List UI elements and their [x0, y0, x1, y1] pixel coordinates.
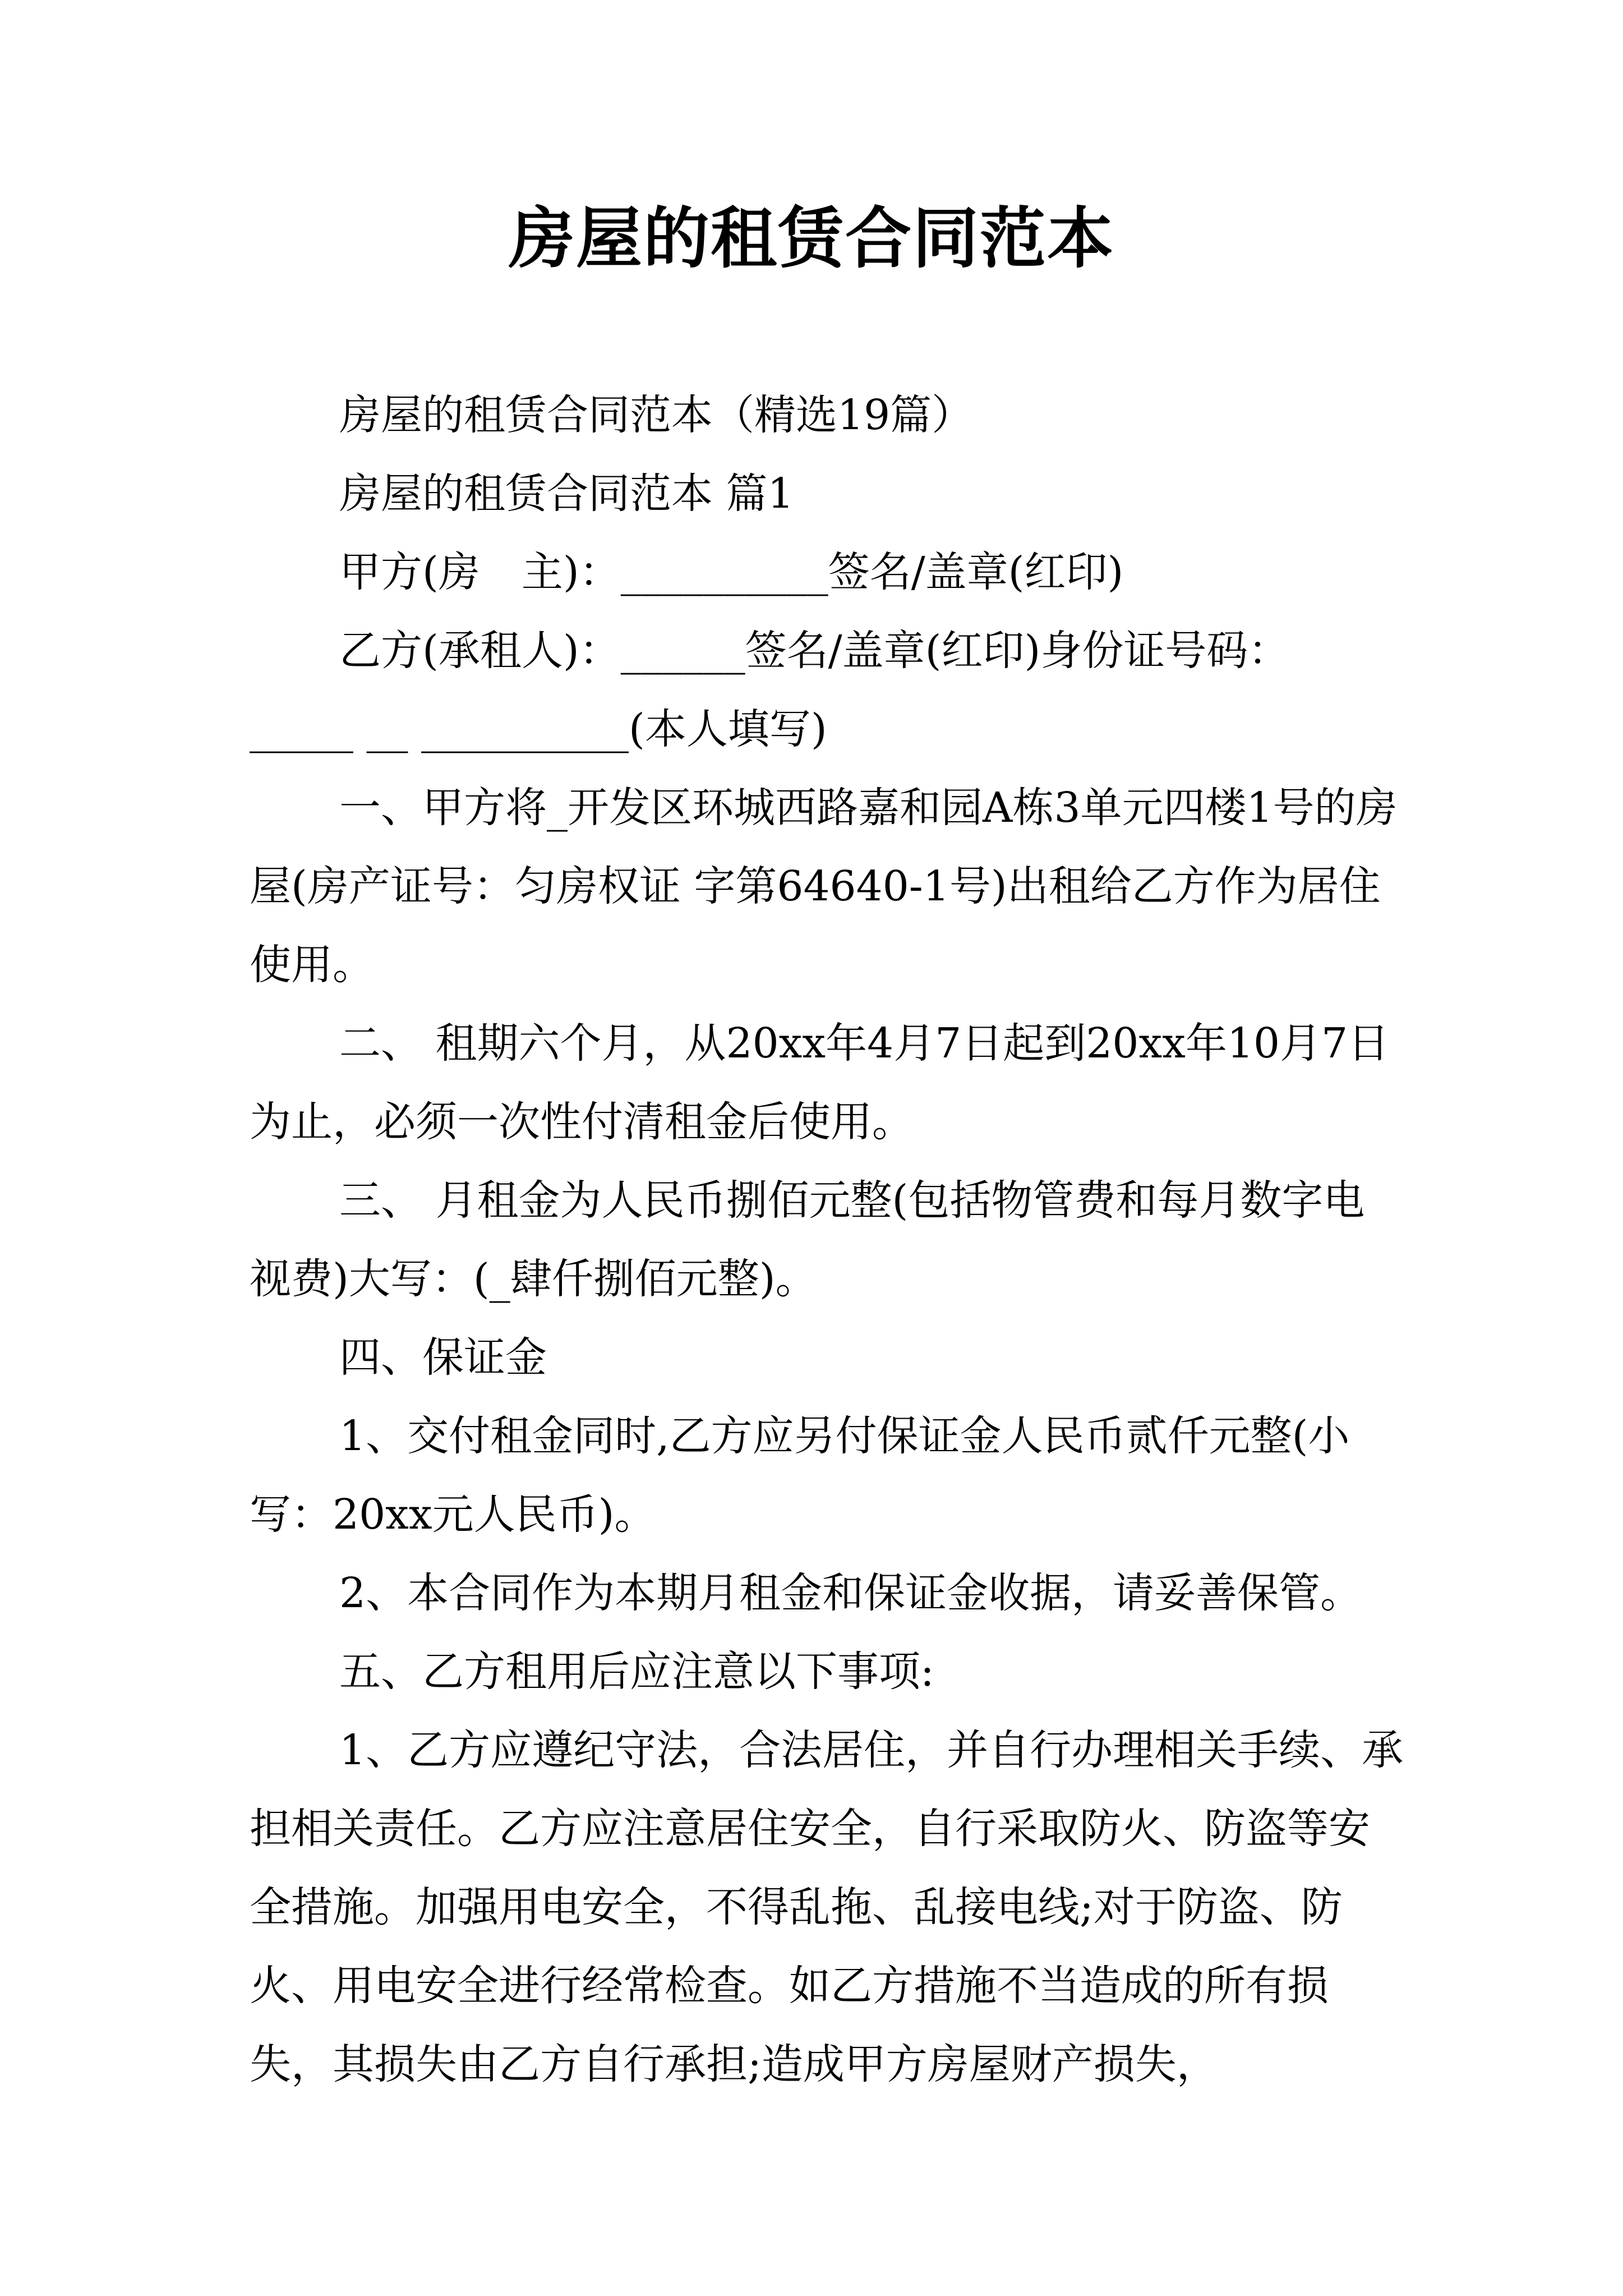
paragraph-clause-2: 二、 租期六个月，从20xx年4月7日起到20xx年10月7日为止，必须一次性付清租金后使用。: [250, 1019, 1390, 1146]
paragraph-clause-5-heading: 五、乙方租用后应注意以下事项:: [339, 1648, 934, 1696]
paragraph-subtitle: 房屋的租赁合同范本（精选19篇）: [339, 391, 974, 439]
paragraph-clause-4-1: 1、交付租金同时,乙方应另付保证金人民币贰仟元整(小写：20xx元人民币)。: [250, 1412, 1350, 1539]
document-title: 房屋的租赁合同范本: [508, 199, 1114, 277]
paragraph-clause-1: 一、甲方将_开发区环城西路嘉和园A栋3单元四楼1号的房屋(房产证号：匀房权证 字第64640-1号)出租给乙方作为居住使用。: [250, 784, 1398, 989]
document-body: [250, 376, 1405, 2104]
paragraph-clause-4-heading: 四、保证金: [339, 1333, 547, 1382]
paragraph-clause-4-2: 2、本合同作为本期月租金和保证金收据，请妥善保管。: [339, 1569, 1362, 1617]
paragraph-party-b: 乙方(承租人)：______签名/盖章(红印)身份证号码：: [339, 627, 1290, 675]
paragraph-clause-5-1: 1、乙方应遵纪守法，合法居住，并自行办理相关手续、承担相关责任。乙方应注意居住安全，自行采取防火、防盗等安全措施。加强用电安全，不得乱拖、乱接电线;对于防盗、防火、用电安全进行经常检查。如乙方措施不当造成的所有损失，其损失由乙方自行承担;造成甲方房屋财产损失，: [250, 1726, 1404, 2088]
paragraph-section-heading: 房屋的租赁合同范本 篇1: [339, 470, 794, 518]
paragraph-clause-3: 三、 月租金为人民币捌佰元整(包括物管费和每月数字电视费)大写：(_肆仟捌佰元整)。: [250, 1176, 1365, 1303]
paragraph-id-fill: _____ __ __________(本人填写): [250, 705, 827, 753]
paragraph-party-a: 甲方(房 主)：__________签名/盖章(红印): [339, 548, 1124, 596]
